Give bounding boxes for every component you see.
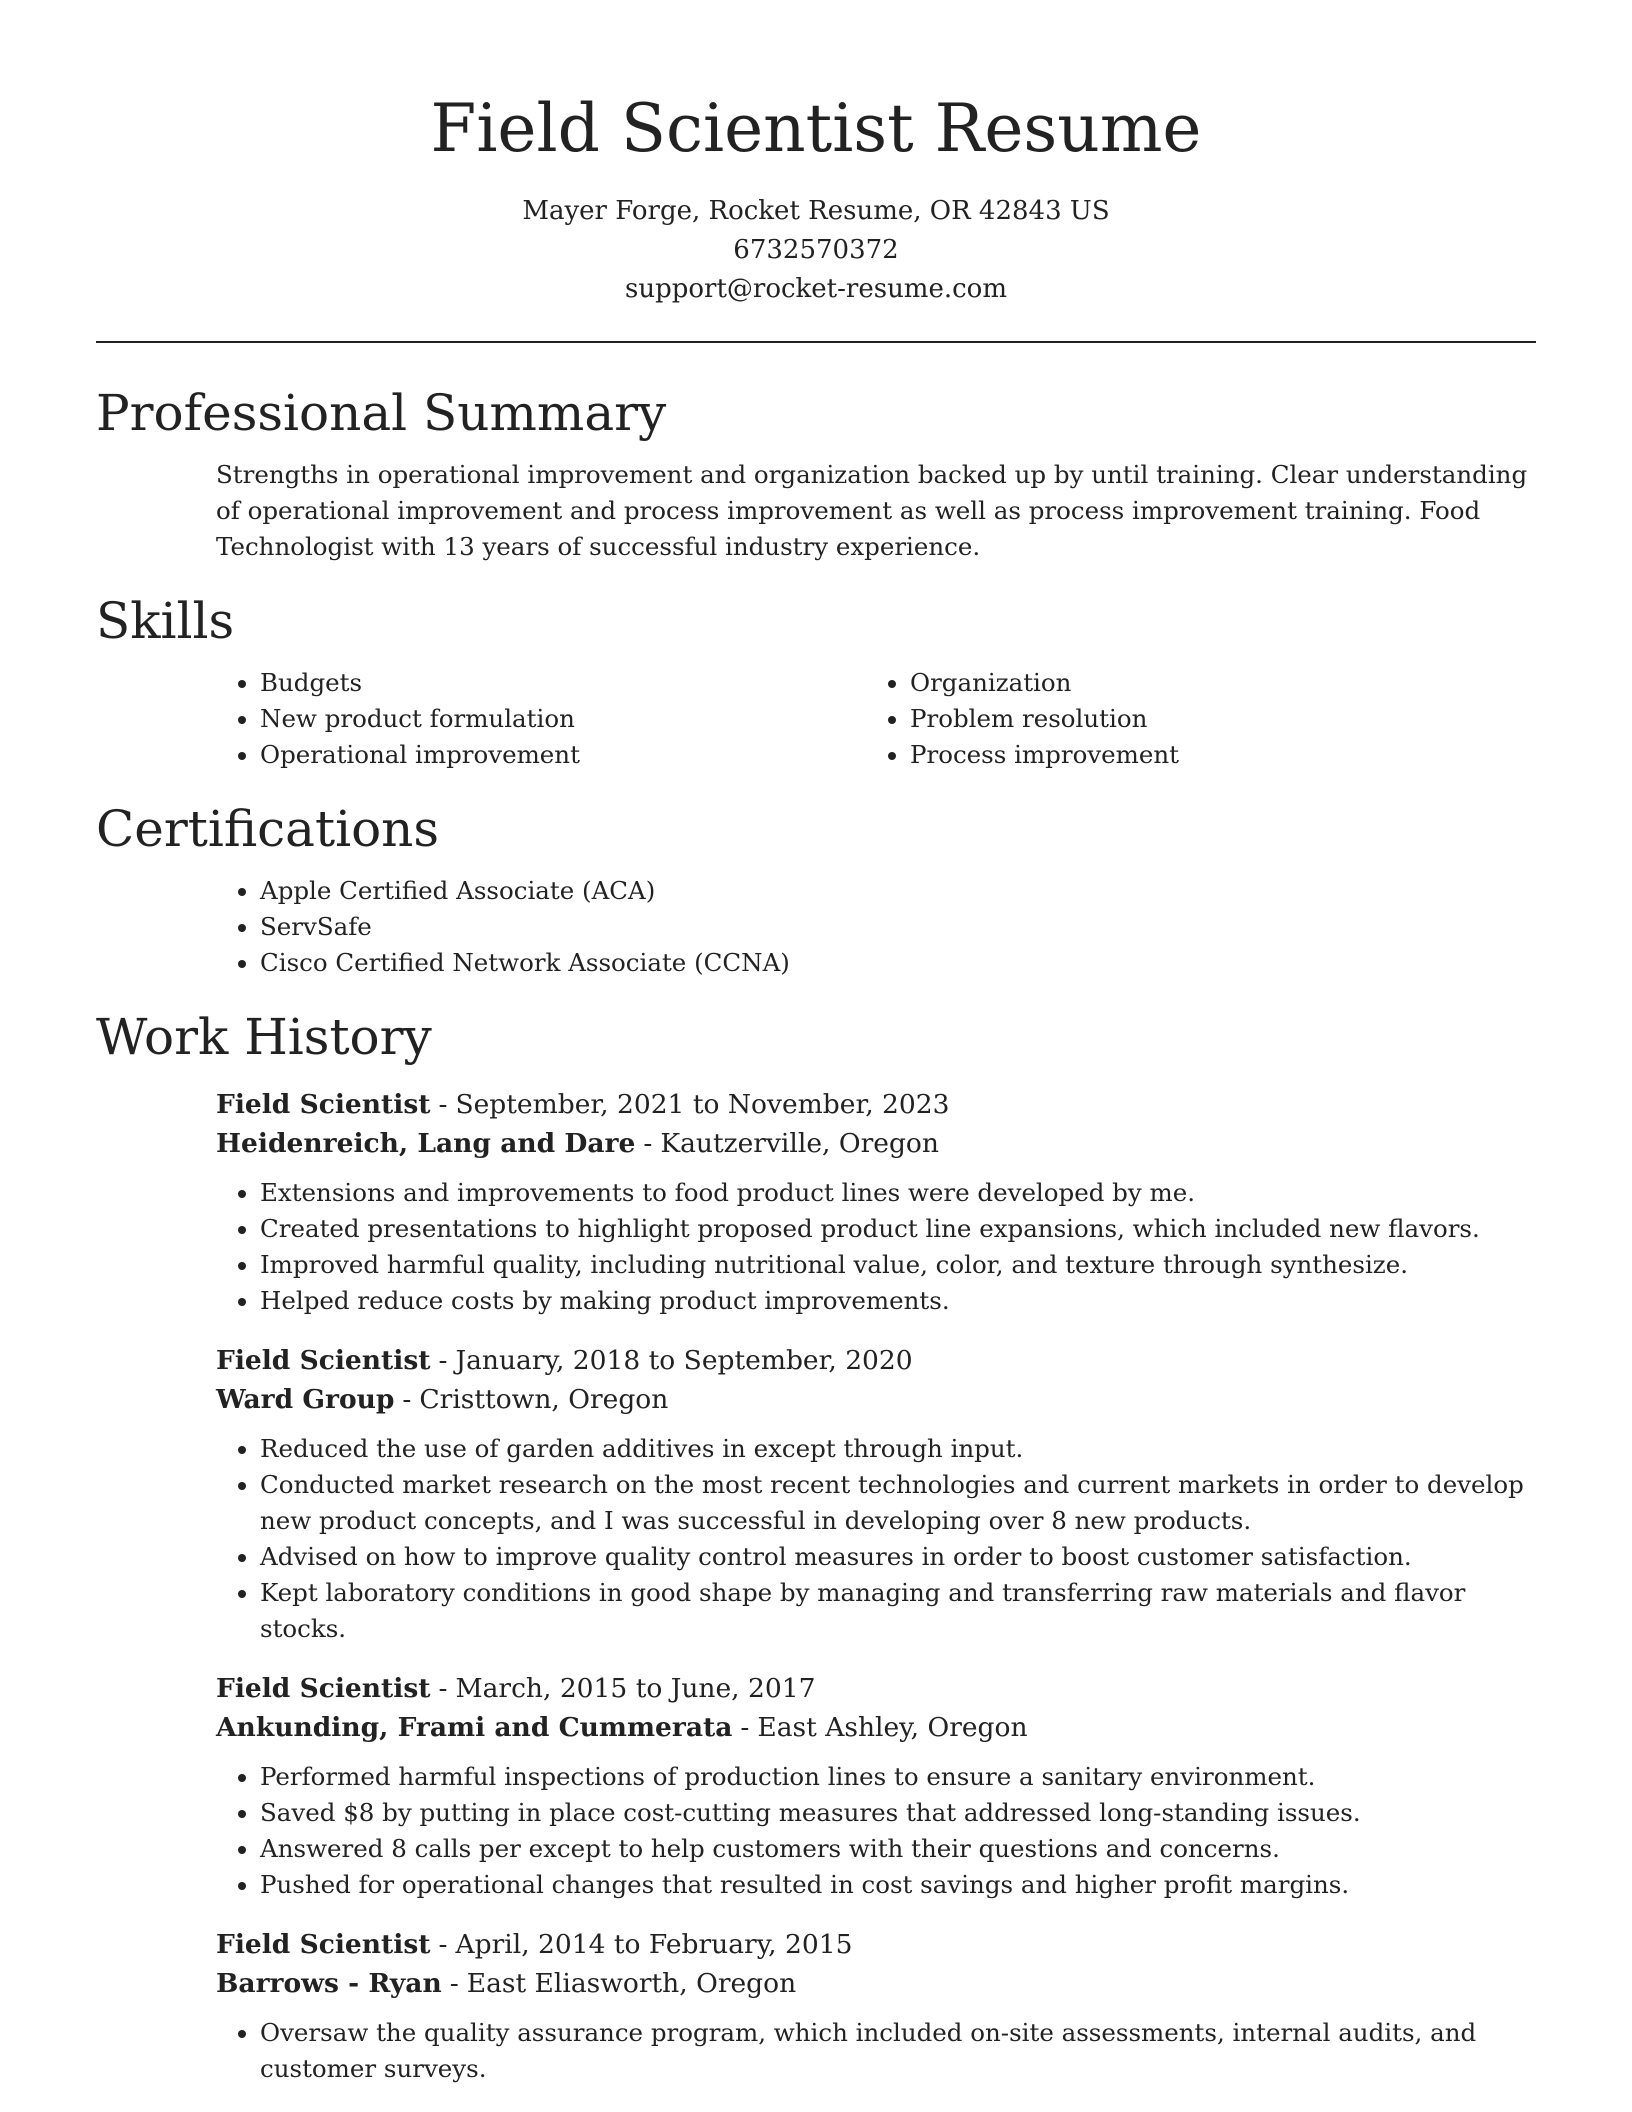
- job-dates: April, 2014 to February, 2015: [455, 1929, 853, 1960]
- job-bullets: [216, 1759, 1536, 1903]
- summary-section: [96, 383, 1536, 565]
- job-bullet: • Saved $8 by putting in place cost-cutting measures that addressed long-standing issues.: [260, 1795, 1536, 1831]
- resume-header: [96, 0, 1536, 309]
- job-bullet: • Reduced the use of garden additives in except through input.: [260, 1431, 1536, 1467]
- job-entry: [216, 1925, 1536, 2087]
- job-title: Field Scientist: [216, 1345, 431, 1376]
- header-divider: [96, 341, 1536, 343]
- separator: -: [438, 1673, 448, 1704]
- certifications-heading: Certifications: [96, 800, 440, 858]
- job-entry: [216, 1341, 1536, 1647]
- skills-section: [96, 591, 1536, 773]
- separator: -: [402, 1384, 412, 1415]
- job-company: Barrows - Ryan: [216, 1968, 442, 1999]
- separator: -: [438, 1089, 448, 1120]
- job-title-line: [216, 1669, 1536, 1708]
- job-title: Field Scientist: [216, 1673, 431, 1704]
- summary-heading: Professional Summary: [96, 384, 667, 442]
- skill-item: • Problem resolution: [910, 701, 1516, 737]
- job-bullet: • Conducted market research on the most recent technologies and current markets in order to develop new product concepts, and I was successful in developing over 8 new products.: [260, 1467, 1536, 1539]
- job-dates: March, 2015 to June, 2017: [455, 1673, 816, 1704]
- skills-list-right: [866, 665, 1516, 773]
- job-bullets: [216, 1431, 1536, 1647]
- job-bullets: [216, 1175, 1536, 1319]
- job-entry: [216, 1085, 1536, 1319]
- job-bullet: • Created presentations to highlight proposed product line expansions, which included new flavors.: [260, 1211, 1536, 1247]
- job-company-line: [216, 1964, 1536, 2003]
- job-bullet: • Improved harmful quality, including nutritional value, color, and texture through synthesize.: [260, 1247, 1536, 1283]
- job-bullet: • Kept laboratory conditions in good shape by managing and transferring raw materials and flavor stocks.: [260, 1575, 1536, 1647]
- skills-columns: [216, 665, 1536, 773]
- certification-item: • Cisco Certified Network Associate (CCNA): [260, 945, 1536, 981]
- certifications-wrap: [216, 873, 1536, 981]
- job-company-line: [216, 1380, 1536, 1419]
- contact-block: [96, 192, 1536, 309]
- skills-heading: Skills: [96, 592, 235, 650]
- job-dates: September, 2021 to November, 2023: [455, 1089, 950, 1120]
- contact-address: Mayer Forge, Rocket Resume, OR 42843 US: [522, 196, 1110, 226]
- job-bullet: • Performed harmful inspections of production lines to ensure a sanitary environment.: [260, 1759, 1536, 1795]
- skill-item: • Process improvement: [910, 737, 1516, 773]
- work-history-heading: Work History: [96, 1008, 432, 1066]
- job-dates: January, 2018 to September, 2020: [455, 1345, 913, 1376]
- contact-email: support@rocket-resume.com: [624, 274, 1007, 304]
- job-company: Ankunding, Frami and Cummerata: [216, 1712, 733, 1743]
- summary-text: Strengths in operational improvement and organization backed up by until training. Clear understanding of operational improvement and process improvement as well as process improvement training. Food Technologist with 13 years of successful industry experience.: [216, 460, 1528, 561]
- skill-item: • Organization: [910, 665, 1516, 701]
- separator: -: [643, 1128, 653, 1159]
- certification-item: • Apple Certified Associate (ACA): [260, 873, 1536, 909]
- job-company-line: [216, 1708, 1536, 1747]
- job-bullet: • Pushed for operational changes that resulted in cost savings and higher profit margins.: [260, 1867, 1536, 1903]
- job-location: East Eliasworth, Oregon: [466, 1968, 797, 1999]
- job-company-line: [216, 1124, 1536, 1163]
- separator: -: [740, 1712, 750, 1743]
- job-title: Field Scientist: [216, 1929, 431, 1960]
- job-bullet: • Helped reduce costs by making product improvements.: [260, 1283, 1536, 1319]
- separator: -: [438, 1929, 448, 1960]
- contact-phone: 6732570372: [733, 235, 899, 265]
- job-title-line: [216, 1085, 1536, 1124]
- separator: -: [449, 1968, 459, 1999]
- skills-column-right: [866, 665, 1516, 773]
- job-entry: [216, 1669, 1536, 1903]
- job-bullet: • Answered 8 calls per except to help customers with their questions and concerns.: [260, 1831, 1536, 1867]
- separator: -: [438, 1345, 448, 1376]
- job-company: Ward Group: [216, 1384, 395, 1415]
- skill-item: • New product formulation: [260, 701, 866, 737]
- job-title-line: [216, 1925, 1536, 1964]
- skill-item: • Operational improvement: [260, 737, 866, 773]
- certifications-list: [216, 873, 1536, 981]
- job-bullet: • Extensions and improvements to food product lines were developed by me.: [260, 1175, 1536, 1211]
- resume-page: [96, 0, 1536, 2087]
- certification-item: • ServSafe: [260, 909, 1536, 945]
- job-location: Cristtown, Oregon: [419, 1384, 669, 1415]
- certifications-section: [96, 799, 1536, 981]
- job-title-line: [216, 1341, 1536, 1380]
- skills-column-left: [216, 665, 866, 773]
- job-location: East Ashley, Oregon: [757, 1712, 1028, 1743]
- work-history-section: [96, 1007, 1536, 2087]
- job-bullet: • Oversaw the quality assurance program, which included on-site assessments, internal audits, and customer surveys.: [260, 2015, 1536, 2087]
- job-company: Heidenreich, Lang and Dare: [216, 1128, 636, 1159]
- job-bullets: [216, 2015, 1536, 2087]
- job-location: Kautzerville, Oregon: [660, 1128, 939, 1159]
- resume-title: Field Scientist Resume: [430, 90, 1202, 167]
- skills-list-left: [216, 665, 866, 773]
- job-title: Field Scientist: [216, 1089, 431, 1120]
- skill-item: • Budgets: [260, 665, 866, 701]
- job-bullet: • Advised on how to improve quality control measures in order to boost customer satisfaction.: [260, 1539, 1536, 1575]
